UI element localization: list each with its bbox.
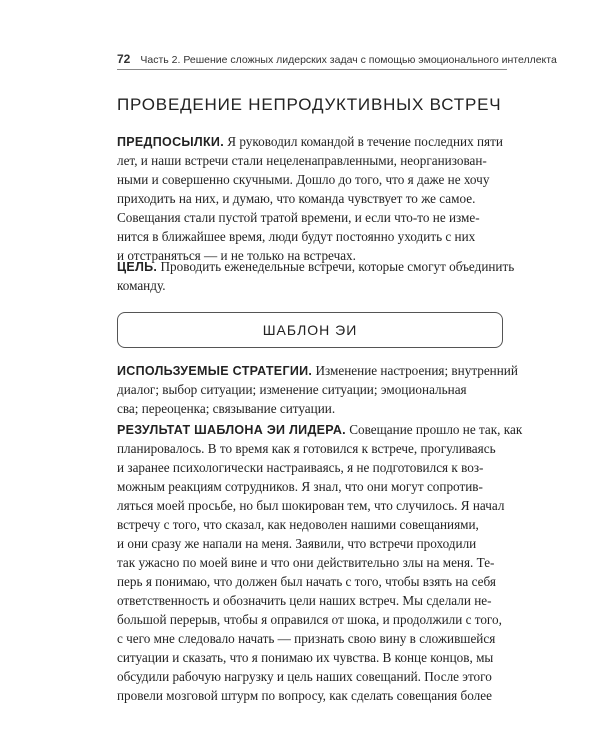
- header-rule: [117, 69, 507, 70]
- result-paragraph: [117, 420, 523, 705]
- result-line: провели мозговой штурм по вопросу, как сделать совещания более: [117, 688, 492, 703]
- result-line: обсудили рабочую нагрузку и цель наших совещаний. После этого: [117, 669, 492, 684]
- premises-line: Совещания стали пустой тратой времени, и если что-то не изме-: [117, 210, 480, 225]
- page-number: 72: [117, 52, 131, 66]
- goal-paragraph: [117, 257, 515, 295]
- template-box: [117, 312, 503, 348]
- result-line: большой перерыв, чтобы я оправился от шока, и продолжили с того,: [117, 612, 502, 627]
- result-line: встречу с того, что сказал, как недоволен нашими совещаниями,: [117, 517, 479, 532]
- strategies-label: ИСПОЛЬЗУЕМЫЕ СТРАТЕГИИ.: [117, 364, 313, 378]
- running-title: Часть 2. Решение сложных лидерских задач с помощью эмоционального интеллекта: [140, 54, 557, 66]
- premises-line: и отстраняться — и не только на встречах.: [117, 248, 356, 263]
- premises-line: Я руководил командой в течение последних пяти: [224, 134, 503, 149]
- result-line: планировалось. В то время как я готовился к встрече, прогуливаясь: [117, 441, 496, 456]
- premises-line: нится в ближайшее время, люди будут постоянно уходить с них: [117, 229, 476, 244]
- strategies-line: сва; переоценка; связывание ситуации.: [117, 401, 336, 416]
- result-line: ляться моей просьбе, но был шокирован тем, что случилось. Я начал: [117, 498, 505, 513]
- premises-line: ными и совершенно скучными. Дошло до того, что я даже не хочу: [117, 172, 490, 187]
- premises-line: лет, и наши встречи стали нецеленаправленными, неорганизован-: [117, 153, 487, 168]
- result-line: Совещание прошло не так, как: [345, 422, 523, 437]
- strategies-paragraph: [117, 361, 518, 418]
- section-title: ПРОВЕДЕНИЕ НЕПРОДУКТИВНЫХ ВСТРЕЧ: [117, 95, 502, 114]
- result-line: и заранее психологически настраиваясь, я не подготовился к воз-: [117, 460, 484, 475]
- result-line: с чего мне следовало начать — признать свою вину в сложившейся: [117, 631, 496, 646]
- goal-label: ЦЕЛЬ.: [117, 260, 158, 274]
- result-line: и они сразу же напали на меня. Заявили, что встречи проходили: [117, 536, 477, 551]
- result-line: перь я понимаю, что должен был начать с того, чтобы взять на себя: [117, 574, 496, 589]
- template-box-label: ШАБЛОН ЭИ: [262, 322, 358, 338]
- result-label: РЕЗУЛЬТАТ ШАБЛОНА ЭИ ЛИДЕРА.: [117, 423, 346, 437]
- strategies-line: Изменение настроения; внутренний: [312, 363, 518, 378]
- running-head: [117, 52, 557, 67]
- result-line: ответственность и обозначить цели наших встреч. Мы сделали не-: [117, 593, 492, 608]
- premises-paragraph: [117, 132, 502, 265]
- result-line: так ужасно по моей вине и что они действительно злы на меня. Те-: [117, 555, 495, 570]
- goal-line: Проводить еженедельные встречи, которые смогут объединить: [157, 259, 515, 274]
- premises-label: ПРЕДПОСЫЛКИ.: [117, 135, 224, 149]
- result-line: ситуации и сказать, что я понимаю их чувства. В конце концов, мы: [117, 650, 494, 665]
- result-line: можным реакциям сотрудников. Я знал, что они могут сопротив-: [117, 479, 483, 494]
- strategies-line: диалог; выбор ситуации; изменение ситуации; эмоциональная: [117, 382, 467, 397]
- goal-line: команду.: [117, 278, 166, 293]
- premises-line: приходить на них, и думаю, что команда чувствует то же самое.: [117, 191, 476, 206]
